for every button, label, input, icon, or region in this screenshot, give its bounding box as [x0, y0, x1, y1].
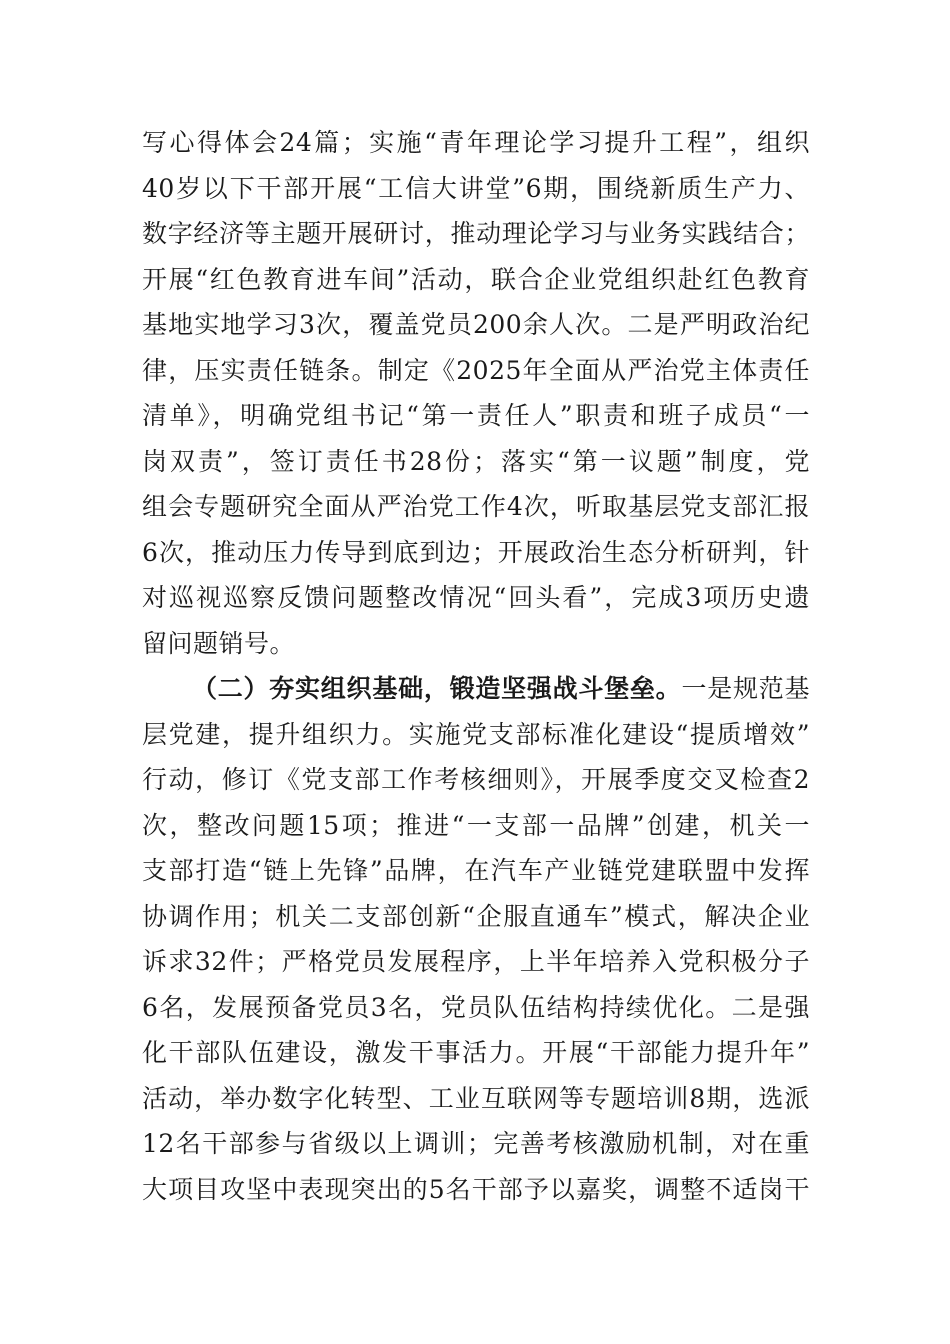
paragraph-line: 12名干部参与省级以上调训；完善考核激励机制，对在重: [142, 1129, 810, 1158]
paragraph-line: 活动，举办数字化转型、工业互联网等专题培训8期，选派: [142, 1083, 810, 1113]
paragraph-line: 40岁以下干部开展“工信大讲堂”6期，围绕新质生产力、: [142, 173, 810, 203]
paragraph-line: 律，压实责任链条。制定《2025年全面从严治党主体责任: [142, 355, 810, 385]
paragraph-line: 数字经济等主题开展研讨，推动理论学习与业务实践结合；: [142, 219, 810, 248]
paragraph-line: 对巡视巡察反馈问题整改情况“回头看”，完成3项历史遗: [142, 583, 810, 612]
section-first-line-rest: 一是规范基: [681, 674, 810, 703]
paragraph-line: 诉求32件；严格党员发展程序，上半年培养入党积极分子: [142, 947, 810, 976]
paragraph-line: 清单》，明确党组书记“第一责任人”职责和班子成员“一: [142, 401, 810, 430]
section-heading: （二）夯实组织基础，锻造坚强战斗堡垒。: [192, 674, 682, 703]
section-heading-line: [142, 666, 810, 712]
paragraph-line: 次，整改问题15项；推进“一支部一品牌”创建，机关一: [142, 810, 810, 840]
paragraph-line: 组会专题研究全面从严治党工作4次，听取基层党支部汇报: [142, 492, 810, 521]
body-text: [142, 120, 810, 1212]
paragraph-line: 留问题销号。: [142, 628, 296, 658]
paragraph-line: 化干部队伍建设，激发干事活力。开展“干部能力提升年”: [142, 1038, 810, 1067]
paragraph-line: 支部打造“链上先锋”品牌，在汽车产业链党建联盟中发挥: [142, 856, 810, 885]
paragraph-line: 6名，发展预备党员3名，党员队伍结构持续优化。二是强: [142, 992, 810, 1022]
paragraph-line: 基地实地学习3次，覆盖党员200余人次。二是严明政治纪: [142, 310, 810, 339]
paragraph-line: 6次，推动压力传导到底到边；开展政治生态分析研判，针: [142, 537, 810, 567]
paragraph-line: 协调作用；机关二支部创新“企服直通车”模式，解决企业: [142, 901, 810, 931]
paragraph-line: 开展“红色教育进车间”活动，联合企业党组织赴红色教育: [142, 264, 810, 294]
paragraph-line: 岗双责”，签订责任书28份；落实“第一议题”制度，党: [142, 446, 810, 476]
paragraph-line: 写心得体会24篇；实施“青年理论学习提升工程”，组织: [142, 128, 810, 157]
paragraph-line: 行动，修订《党支部工作考核细则》，开展季度交叉检查2: [142, 765, 810, 794]
paragraph-line: 层党建，提升组织力。实施党支部标准化建设“提质增效”: [142, 719, 810, 749]
paragraph-line: 大项目攻坚中表现突出的5名干部予以嘉奖，调整不适岗干: [142, 1174, 810, 1204]
